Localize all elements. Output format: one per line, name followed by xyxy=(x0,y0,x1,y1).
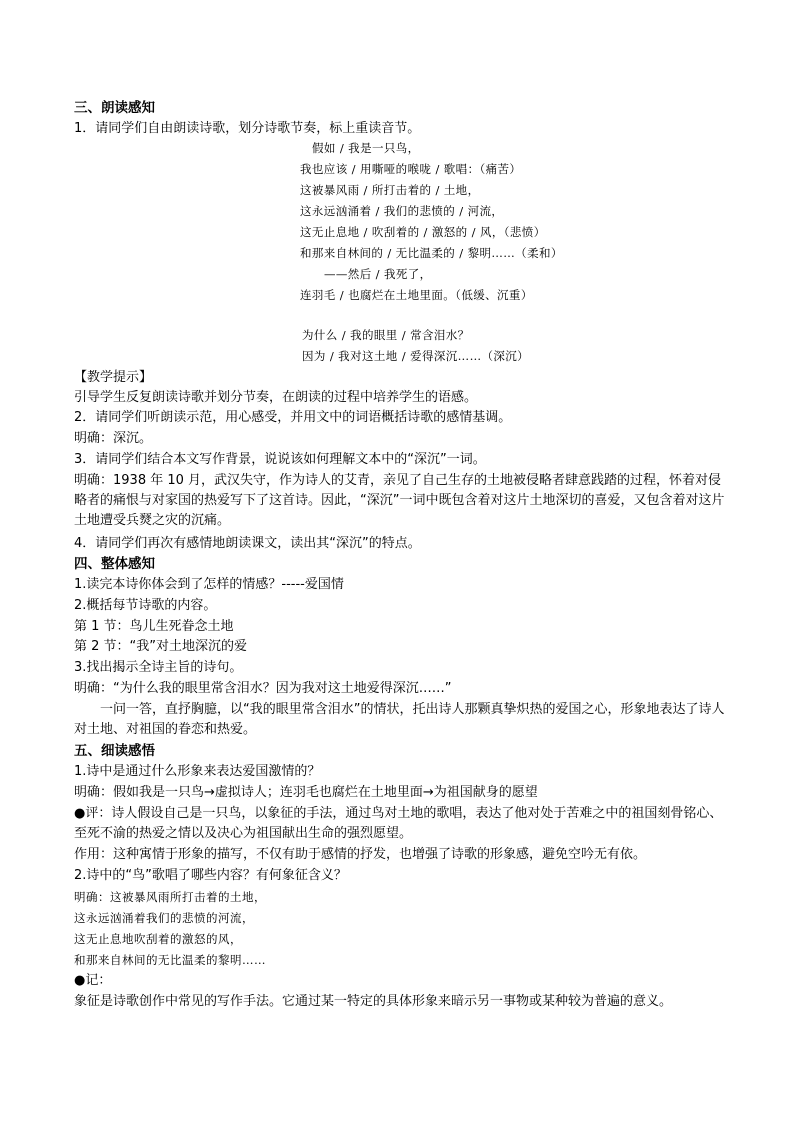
section-heading: 五、细读感悟 xyxy=(74,743,155,759)
summary-line: 第 1 节：鸟儿生死眷念土地 xyxy=(74,619,234,634)
poem-line: 和那来自林间的 / 无比温柔的 / 黎明……（柔和） xyxy=(300,246,563,260)
answer-text: 明确：“为什么我的眼里常含泪水？因为我对这土地爱得深沉……” xyxy=(74,681,452,696)
answer-text: 明确：假如我是一只鸟→虚拟诗人；连羽毛也腐烂在土地里面→为祖国献身的愿望 xyxy=(74,785,538,800)
answer-text: 明确：深沉。 xyxy=(74,431,153,446)
question-text: 1.读完本诗你体会到了怎样的情感？-----爱国情 xyxy=(74,577,344,592)
quote-line: 这永远汹涌着我们的悲愤的河流， xyxy=(74,911,254,925)
tip-text: 引导学生反复朗读诗歌并划分节奏，在朗读的过程中培养学生的语感。 xyxy=(74,390,478,405)
poem-line: 假如 / 我是一只鸟， xyxy=(312,141,420,155)
poem-line: 这永远汹涌着 / 我们的悲愤的 / 河流， xyxy=(300,204,504,218)
poem-line: 我也应该 / 用嘶哑的喉咙 / 歌唱：（痛苦） xyxy=(300,162,522,176)
poem-line: 因为 / 我对这土地 / 爱得深沉……（深沉） xyxy=(302,349,530,363)
answer-paragraph: 明确：1938 年 10 月，武汉失守，作为诗人的艾青，亲见了自己生存的土地被侵略者肆意践踏的过程，怀着对侵略者的痛恨与对家国的热爱写下了这首诗。因此，“深沉”一词中既包含着对这片土地深切的喜爱，又包含着对这片土地遭受兵燹之灾的沉痛。 xyxy=(74,473,725,528)
question-text: 1.诗中是通过什么形象来表达爱国激情的？ xyxy=(74,764,321,779)
analysis-paragraph: 一问一答，直抒胸臆，以“我的眼里常含泪水”的情状，托出诗人那颗真挚炽热的爱国之心，形象地表达了诗人对土地、对祖国的眷恋和热爱。 xyxy=(74,702,725,737)
question-text: 3．请同学们结合本文写作背景，说说该如何理解文本中的“深沉”一词。 xyxy=(74,452,486,467)
poem-line: 这无止息地 / 吹刮着的 / 激怒的 / 风，（悲愤） xyxy=(300,225,546,239)
summary-line: 第 2 节：“我”对土地深沉的爱 xyxy=(74,639,248,654)
section-heading: 四、整体感知 xyxy=(74,556,155,572)
poem-line: ——然后 / 我死了， xyxy=(324,267,432,281)
note-text: 象征是诗歌创作中常见的写作手法。它通过某一特定的具体形象来暗示另一事物或某种较为普遍的意义。 xyxy=(74,994,673,1009)
question-text: 2.诗中的“鸟”歌唱了哪些内容？有何象征含义？ xyxy=(74,868,347,883)
question-text: 3.找出揭示全诗主旨的诗句。 xyxy=(74,660,243,675)
quote-line: 和那来自林间的无比温柔的黎明…… xyxy=(74,953,266,967)
question-text: 2．请同学们听朗读示范，用心感受，并用文中的词语概括诗歌的感情基调。 xyxy=(74,410,512,425)
comment-paragraph: ●评：诗人假设自己是一只鸟，以象征的手法，通过鸟对土地的歌唱，表达了他对处于苦难之中的祖国刻骨铭心、至死不渝的热爱之情以及决心为祖国献出生命的强烈愿望。 xyxy=(74,806,723,841)
question-text: 1．请同学们自由朗读诗歌，划分诗歌节奏，标上重读音节。 xyxy=(74,121,421,136)
question-text: 4．请同学们再次有感情地朗读课文，读出其“深沉”的特点。 xyxy=(74,536,421,551)
effect-text: 作用：这种寓情于形象的描写，不仅有助于感情的抒发，也增强了诗歌的形象感，避免空吟无有依。 xyxy=(74,847,647,862)
note-label: ●记： xyxy=(74,973,112,988)
poem-line: 为什么 / 我的眼里 / 常含泪水？ xyxy=(302,328,470,342)
question-text: 2.概括每节诗歌的内容。 xyxy=(74,598,217,613)
section-heading: 三、朗读感知 xyxy=(74,100,155,116)
tip-label: 【教学提示】 xyxy=(74,370,153,385)
quote-line: 明确：这被暴风雨所打击着的土地， xyxy=(74,890,266,904)
quote-line: 这无止息地吹刮着的激怒的风， xyxy=(74,932,242,946)
poem-line: 连羽毛 / 也腐烂在土地里面。（低缓、沉重） xyxy=(300,288,533,302)
poem-line: 这被暴风雨 / 所打击着的 / 土地， xyxy=(300,183,480,197)
